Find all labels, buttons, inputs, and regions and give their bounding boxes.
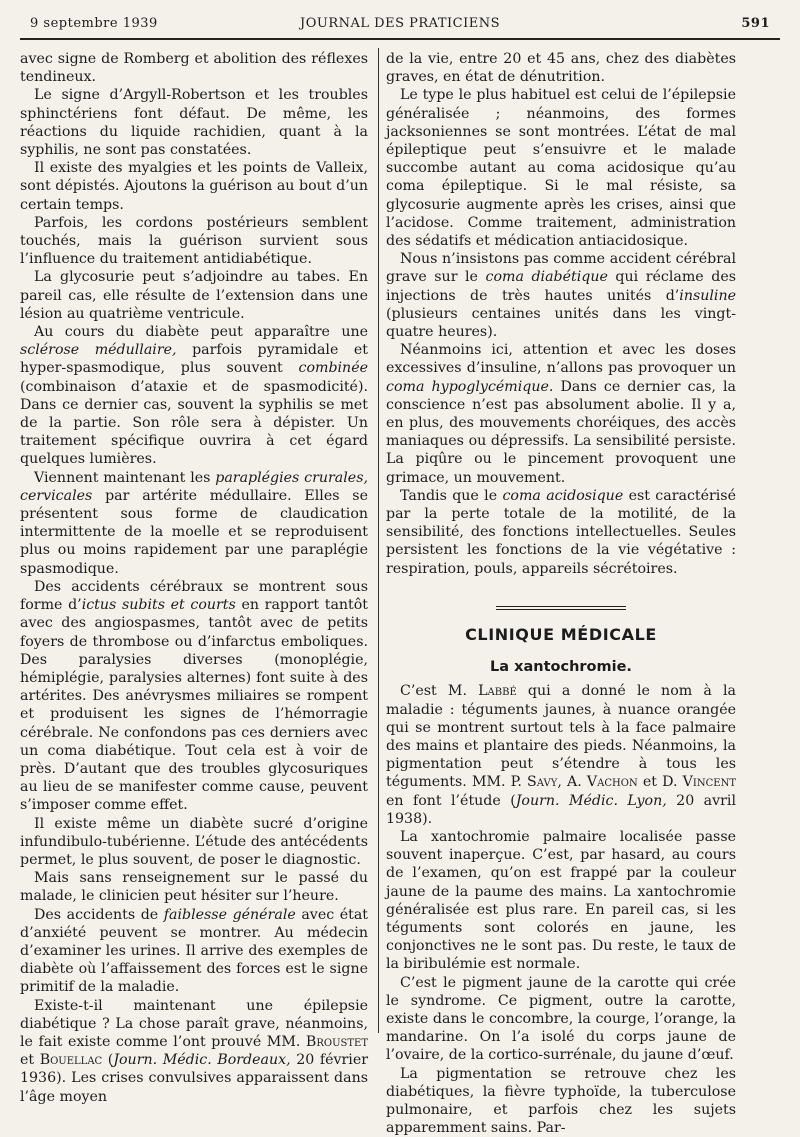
paragraph: Mais sans renseignement sur le passé du malade, le clinicien peut hésiter sur l’heure. [20,870,368,905]
paragraph: Le signe d’Argyll-Robertson et les troubles sphinctériens font défaut. De même, les réactions du liquide rachidien, quant à la syphilis, ne sont pas constatées. [20,87,368,159]
left-column [20,50,368,1106]
paragraph: Au cours du diabète peut apparaître une sclérose médullaire, parfois pyramidale et hyper-spasmodique, plus souvent combinée (combinaison d’ataxie et de spasmodicité). Dans ce dernier cas, souvent la syphilis se met de la partie. Son rôle sera à dépister. Un traitement spécifique ouvrira à cet égard quelques lumières. [20,324,368,468]
paragraph: Existe-t-il maintenant une épilepsie diabétique ? La chose paraît grave, néanmoins, le fait existe comme l’ont prouvé MM. Broustet et Bouellac (Journ. Médic. Bordeaux, 20 février 1936). Les crises convulsives apparaissent dans l’âge moyen [20,997,369,1105]
paragraph: avec signe de Romberg et abolition des réflexes tendineux. [20,51,368,86]
header-page-number: 591 [741,16,770,31]
paragraph: Des accidents de faiblesse générale avec état d’anxiété peuvent se montrer. Au médecin d’examiner les urines. Il arrive des exemples de diabète où l’affaissement des forces est le signe primitif de la maladie. [20,906,369,996]
header-rule [20,38,780,40]
paragraph: Parfois, les cordons postérieurs semblent touchés, mais la guérison survient sous l’influence du traitement antidiabétique. [20,214,368,268]
paragraph: Il existe des myalgies et les points de Valleix, sont dépistés. Ajoutons la guérison au bout d’un certain temps. [20,160,368,213]
right-column [386,50,736,1137]
article-body [386,682,736,1137]
paragraph: Néanmoins ici, attention et avec les doses excessives d’insuline, n’allons pas provoquer un coma hypoglycémique. Dans ce dernier cas, la conscience n’est pas absolument abolie. Il y a, en plus, des mouvements choréiques, des accès maniaques ou dépressifs. La sensibilité persiste. La piqûre ou le pincement provoquent une grimace, un mouvement. [386,342,736,486]
paragraph: C’est le pigment jaune de la carotte qui crée le syndrome. Ce pigment, outre la carotte, existe dans le concombre, la courge, l’orange, la mandarine. On l’a isolé du corps jaune de l’ovaire, de la cortico-surrénale, du jaune d’œuf. [386,974,736,1064]
paragraph: La glycosurie peut s’adjoindre au tabes. En pareil cas, elle résulte de l’extension dans une lésion au quatrième ventricule. [20,269,368,322]
right-column-continued-text [386,50,736,578]
section-separator [496,606,626,610]
header-journal-title: JOURNAL DES PRATICIENS [300,16,500,31]
running-header [30,16,770,34]
paragraph: La xantochromie palmaire localisée passe souvent inaperçue. C’est, par hasard, au cours de l’examen, qu’on est frappé par la couleur jaune de la paume des mains. La xantochromie généralisée est plus rare. En pareil cas, si les téguments sont colorés en jaune, les conjonctives ne le sont pas. Du reste, le taux de la biribulémie est normale. [386,828,736,973]
paragraph: C’est M. Labbé qui a donné le nom à la maladie : téguments jaunes, à nuance orangée qui se montrent surtout tels à la face palmaire des mains et plantaire des pieds. Néanmoins, la pigmentation peut s’étendre à tous les téguments. MM. P. Savy, A. Vachon et D. Vincent en font l’étude (Journ. Médic. Lyon, 20 avril 1938). [386,683,736,827]
paragraph: La pigmentation se retrouve chez les diabétiques, la fièvre typhoïde, la tuberculose pulmonaire, et parfois chez les sujets apparemment sains. Par- [386,1065,736,1137]
header-date: 9 septembre 1939 [30,16,158,31]
section-title: CLINIQUE MÉDICALE [465,624,657,644]
paragraph: Viennent maintenant les paraplégies crurales, cervicales par artérite médullaire. Elles se présentent sous forme de claudication intermittente de la moelle et se reproduisent plus ou moins rapidement par une paraplégie spasmodique. [20,469,368,577]
paragraph: Tandis que le coma acidosique est caractérisé par la perte totale de la motilité, de la sensibilité, des fonctions intellectuelles. Seules persistent les fonctions de la vie végétative : respiration, pouls, appareils sécrétoires. [386,487,736,577]
article-title: La xantochromie. [490,659,632,676]
paragraph: Le type le plus habituel est celui de l’épilepsie généralisée ; néanmoins, des formes jacksoniennes se sont montrées. L’état de mal épileptique peut s’ensuivre et le malade succombe autant au coma acidosique qu’au coma épileptique. Si le mal résiste, sa glycosurie augmente après les crises, ainsi que l’acidose. Comme traitement, administration des sédatifs et médication antiacidosique. [386,87,736,250]
column-divider [378,48,379,1033]
paragraph: de la vie, entre 20 et 45 ans, chez des diabètes graves, en état de dénutrition. [386,51,736,86]
paragraph: Nous n’insistons pas comme accident cérébral grave sur le coma diabétique qui réclame des injections de très hautes unités d’insuline (plusieurs centaines unités dans les vingt-quatre heures). [386,251,736,341]
paragraph: Des accidents cérébraux se montrent sous forme d’ictus subits et courts en rapport tantôt avec des angiospasmes, tantôt avec de petits foyers de thrombose ou d’infarctus emboliques. Des paralysies diverses (monoplégie, hémiplégie, paralysies alternes) font suite à des artérites. Des anévrysmes miliaires se rompent et produisent les signes de l’hémorragie cérébrale. Ne confondons pas ces derniers avec un coma diabétique. Tout cela est à voir de près. D’autant que des troubles glycosuriques au lieu de se manifester comme cause, peuvent s’imposer comme effet. [20,578,368,814]
paragraph: Il existe même un diabète sucré d’origine infundibulo-tubérienne. L’étude des antécédents permet, le plus souvent, de poser le diagnostic. [20,815,368,868]
